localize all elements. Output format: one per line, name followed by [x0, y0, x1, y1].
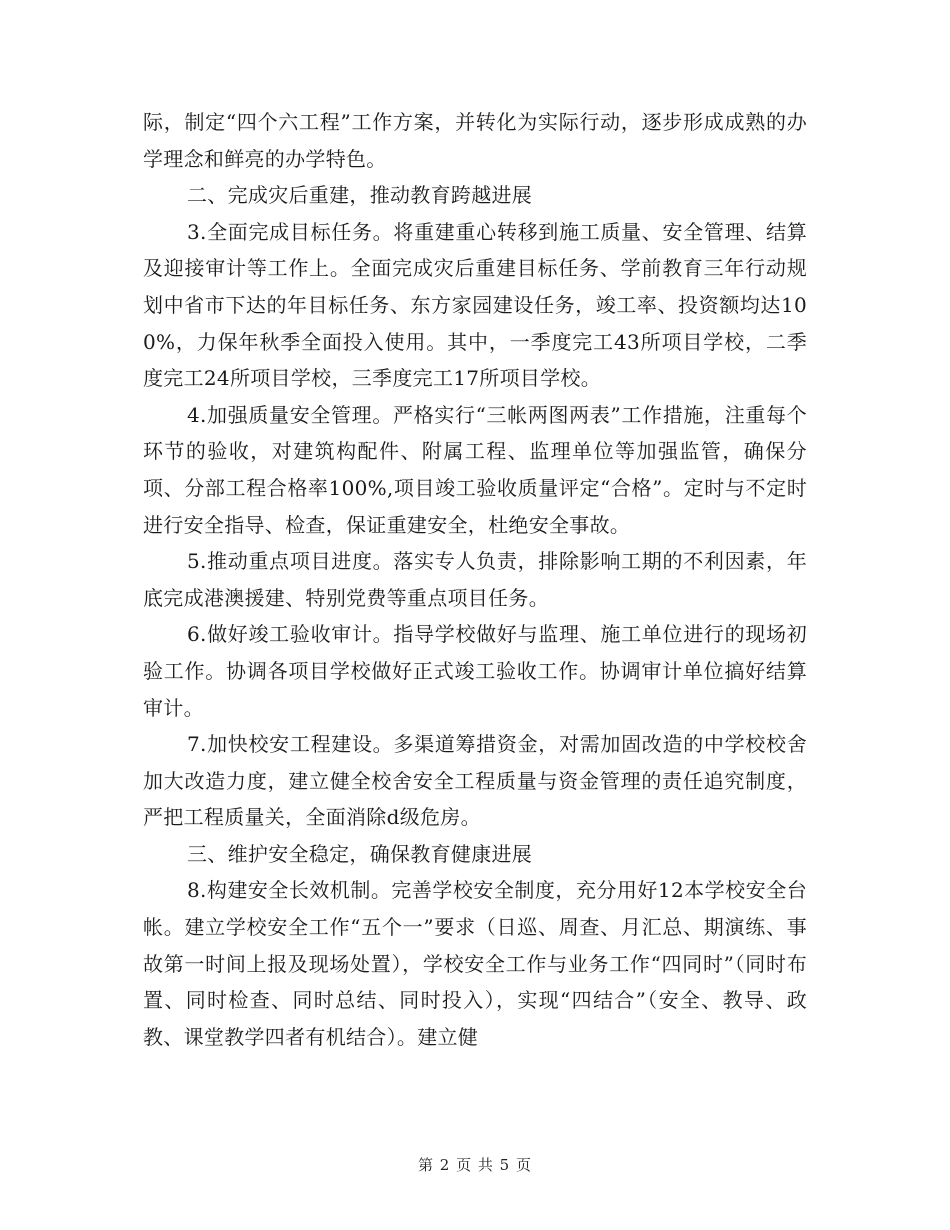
page-footer: [0, 1154, 950, 1175]
paragraph-item-7: 7.加快校安工程建设。多渠道筹措资金，对需加固改造的中学校校舍加大改造力度，建立健全校舍安全工程质量与资金管理的责任追究制度，严把工程质量关，全面消除d级危房。: [143, 732, 807, 830]
paragraph-continuation: 际，制定“四个六工程”工作方案，并转化为实际行动，逐步形成成熟的办学理念和鲜亮的办学特色。: [143, 110, 807, 171]
footer-current-page: 2: [439, 1156, 451, 1174]
footer-total-pages: 5: [499, 1156, 511, 1174]
paragraph-item-3: 3.全面完成目标任务。将重建重心转移到施工质量、安全管理、结算及迎接审计等工作上。全面完成灾后重建目标任务、学前教育三年行动规划中省市下达的年目标任务、东方家园建设任务，竣工率、投资额均达100%，力保年秋季全面投入使用。其中，一季度完工43所项目学校，二季度完工24所项目学校，三季度完工17所项目学校。: [143, 219, 807, 391]
paragraph-item-4: 4.加强质量安全管理。严格实行“三帐两图两表”工作措施，注重每个环节的验收，对建筑构配件、附属工程、监理单位等加强监管，确保分项、分部工程合格率100%,项目竣工验收质量评定“合格”。定时与不定时进行安全指导、检查，保证重建安全，杜绝安全事故。: [143, 402, 807, 537]
section-heading-2: 二、完成灾后重建，推动教育跨越进展: [187, 183, 533, 208]
paragraph-item-5: 5.推动重点项目进度。落实专人负责，排除影响工期的不利因素，年底完成港澳援建、特别党费等重点项目任务。: [143, 549, 807, 610]
section-heading-3: 三、维护安全稳定，确保教育健康进展: [187, 841, 533, 866]
document-body: [143, 104, 807, 1055]
paragraph-item-6: 6.做好竣工验收审计。指导学校做好与监理、施工单位进行的现场初验工作。协调各项目学校做好正式竣工验收工作。协调审计单位搞好结算审计。: [143, 622, 807, 720]
footer-middle: 页 共: [456, 1156, 494, 1174]
footer-suffix: 页: [516, 1156, 533, 1174]
paragraph-item-8: 8.构建安全长效机制。完善学校安全制度，充分用好12本学校安全台帐。建立学校安全工作“五个一”要求（日巡、周查、月汇总、期演练、事故第一时间上报及现场处置），学校安全工作与业务工作“四同时”（同时布置、同时检查、同时总结、同时投入），实现“四结合”（安全、教导、政教、课堂教学四者有机结合）。建立健: [143, 878, 807, 1049]
footer-prefix: 第: [417, 1156, 434, 1174]
